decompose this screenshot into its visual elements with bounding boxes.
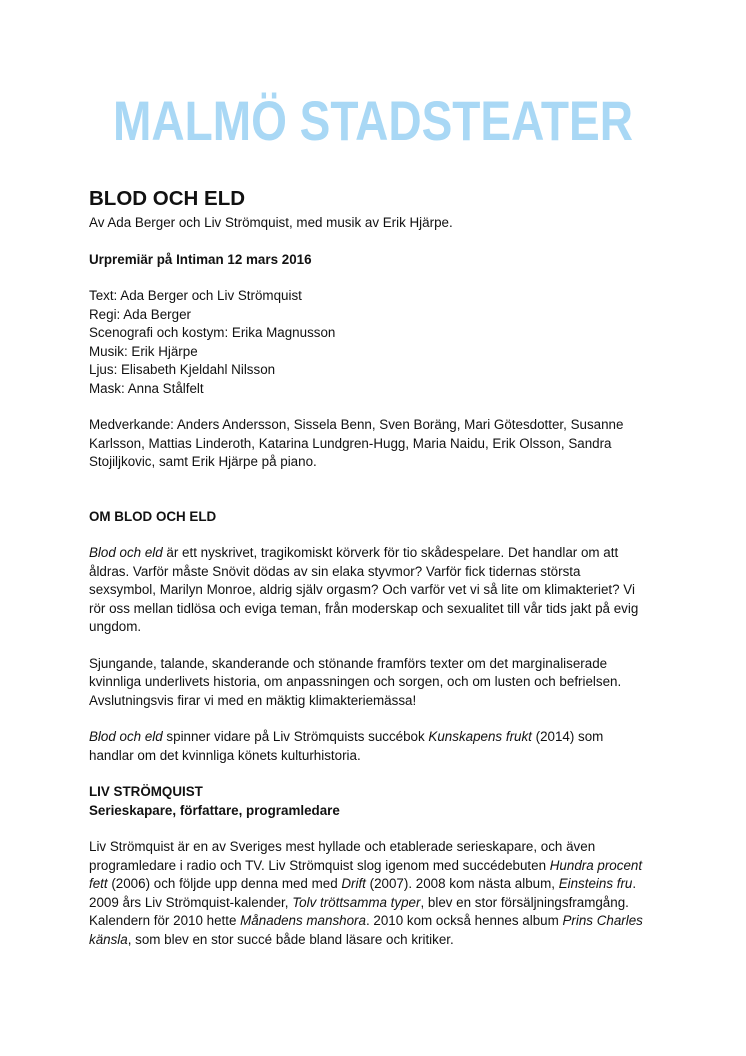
about-paragraph: Blod och eld spinner vidare på Liv Strömquists succébok Kunskapens frukt (2014) som handlar om det kvinnliga könets kulturhistoria. [89,729,604,763]
premiere-line: Urpremiär på Intiman 12 mars 2016 [89,251,312,267]
malmo-stadsteater-logo [113,89,633,152]
credits-list [89,287,649,398]
bio-role: Serieskapare, författare, programledare [89,802,340,818]
play-title-italic: Blod och eld [89,545,163,560]
credit-line: Mask: Anna Stålfelt [89,380,204,396]
bio-paragraph: Liv Strömquist är en av Sveriges mest hyllade och etablerade serieskapare, och även programledare i radio och TV. Liv Strömquist slog igenom med succédebuten Hundra procent fett (2006) och följde upp denna med med Drift (2007). 2008 kom nästa album, Einsteins fru. 2009 års Liv Strömquist-kalender, Tolv tröttsamma typer, blev en stor försäljningsframgång. Kalendern för 2010 hette Månadens manshora. 2010 kom också hennes album Prins Charles känsla, som blev en stor succé både bland läsare och kritiker. [89,839,643,947]
byline: Av Ada Berger och Liv Strömquist, med musik av Erik Hjärpe. [89,215,453,230]
about-paragraph: Blod och eld är ett nyskrivet, tragikomiskt körverk för tio skådespelare. Det handlar om att åldras. Varför måste Snövit dödas av sin elaka styvmor? Varför fick tidernas största sexsymbol, Marilyn Monroe, aldrig själv orgasm? Och varför vet vi så lite om klimakteriet? Vi rör oss mellan tidlösa och eviga teman, från moderskap och sexualitet till vår tids jakt på evig ungdom. [89,545,639,634]
credit-line: Regi: Ada Berger [89,306,191,322]
book-title: Kunskapens frukt [428,729,532,744]
credit-line: Ljus: Elisabeth Kjeldahl Nilsson [89,362,276,377]
credit-line: Text: Ada Berger och Liv Strömquist [89,288,302,303]
about-heading: OM BLOD OCH ELD [89,508,217,524]
cast-paragraph: Medverkande: Anders Andersson, Sissela Benn, Sven Boräng, Mari Götesdotter, Susanne Karlsson, Mattias Linderoth, Katarina Lundgren-Hugg, Maria Naidu, Erik Olsson, Sandra Stojiljkovic, samt Erik Hjärpe på piano. [89,417,624,469]
about-paragraph: Sjungande, talande, skanderande och stönande framförs texter om det marginaliserade kvinnliga underlivets historia, om anpassningen och sorgen, och om lusten och befrielsen. Avslutningsvis firar vi med en mäktig klimakteriemässa! [89,655,622,708]
press-release [89,186,649,949]
play-title: BLOD OCH ELD [89,187,246,210]
credit-line: Scenografi och kostym: Erika Magnusson [89,325,336,340]
bio-name: LIV STRÖMQUIST [89,784,203,799]
logo-text: MALMÖ STADSTEATER [113,89,633,152]
credit-line: Musik: Erik Hjärpe [89,343,198,359]
